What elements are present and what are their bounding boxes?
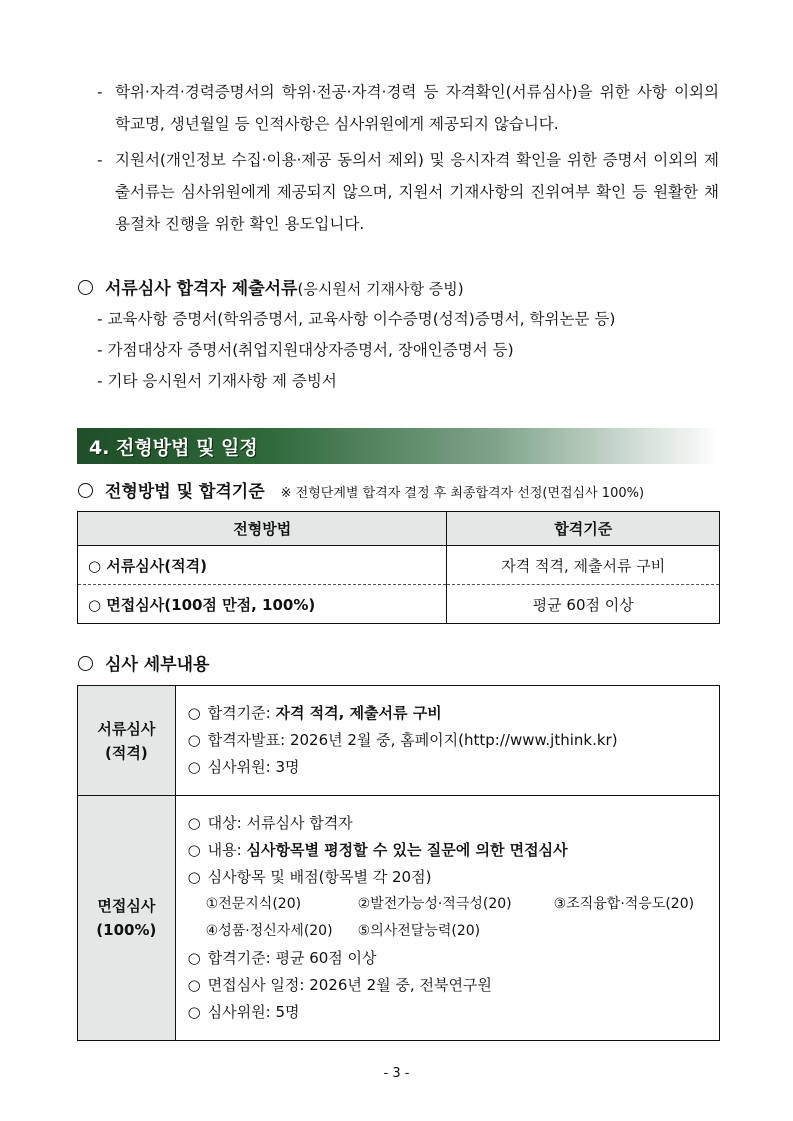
criteria-cell: 평균 60점 이상 [447, 585, 720, 624]
doc-review-body [175, 686, 719, 796]
scoring-items-row-1 [188, 891, 719, 918]
intro-item-2 [97, 144, 719, 240]
line-text: 대상: 서류심사 합격자 [207, 814, 353, 832]
scoring-item: ③조직융합·적응도(20) [553, 896, 695, 912]
interview-line [188, 864, 719, 891]
detail-section-title: 심사 세부내용 [105, 655, 210, 675]
doc-review-line [188, 700, 719, 727]
dash-marker: - [97, 151, 103, 169]
circle-bullet: ○ [187, 704, 201, 722]
interview-label-line2: (100%) [96, 921, 157, 939]
doc-review-line [188, 754, 719, 781]
scoring-item: ①전문지식(20) [205, 896, 302, 912]
method-table-header-criteria: 합격기준 [447, 512, 720, 546]
circle-bullet: ○ [187, 868, 201, 886]
interview-label [78, 796, 176, 1041]
line-text: 합격기준: 평균 60점 이상 [207, 949, 377, 967]
docs-section-title: 서류심사 합격자 제출서류 [105, 279, 298, 299]
circle-bullet: ○ [187, 949, 201, 967]
doc-review-label-line1: 서류심사 [97, 719, 156, 738]
interview-line [188, 810, 719, 837]
method-section-title: 전형방법 및 합격기준 [105, 482, 265, 502]
line-text: 면접심사 일정: 2026년 2월 중, 전북연구원 [207, 976, 492, 994]
interview-body [175, 796, 719, 1041]
doc-review-row [78, 686, 720, 796]
method-section-heading [78, 477, 644, 502]
line-text: 심사항목 및 배점(항목별 각 20점) [207, 868, 432, 886]
interview-label-line1: 면접심사 [97, 897, 156, 915]
method-table [77, 511, 720, 624]
line-value: 자격 적격, 제출서류 구비 [275, 704, 442, 722]
interview-line [188, 945, 719, 972]
method-section-note: ※ 전형단계별 합격자 결정 후 최종합격자 선정(면접심사 100%) [280, 486, 645, 501]
interview-row [78, 796, 720, 1041]
scoring-item: ④성품·정신자세(20) [205, 923, 333, 939]
intro-item-1 [97, 76, 719, 140]
line-text: 심사위원: 3명 [207, 758, 300, 776]
line-text: 합격자발표: 2026년 2월 중, 홈페이지(http://www.jthink.kr) [207, 731, 618, 749]
circle-bullet: ○ [187, 1003, 201, 1021]
detail-table [77, 685, 720, 1041]
criteria-cell: 자격 적격, 제출서류 구비 [447, 546, 720, 585]
doc-review-line [188, 727, 719, 754]
interview-line [188, 837, 719, 864]
section-4-title: 4. 전형방법 및 일정 [89, 437, 258, 459]
section-4-banner [77, 428, 719, 464]
circle-bullet: ○ [187, 814, 201, 832]
scoring-items-row-2 [188, 918, 719, 945]
docs-section-subtitle: (응시원서 기재사항 증빙) [297, 280, 464, 298]
interview-line [188, 999, 719, 1026]
method-table-header-method: 전형방법 [78, 512, 447, 546]
docs-item-2: - 가점대상자 증명서(취업지원대상자증명서, 장애인증명서 등) [97, 341, 514, 359]
page-number: - 3 - [383, 1066, 410, 1081]
circle-bullet-icon [78, 483, 93, 498]
circle-bullet: ○ [187, 976, 201, 994]
line-text: 심사위원: 5명 [207, 1003, 300, 1021]
intro-item-text: 지원서(개인정보 수집·이용·제공 동의서 제외) 및 응시자격 확인을 위한 증명서 이외의 제출서류는 심사위원에게 제공되지 않으며, 지원서 기재사항의 진위여부 확인 등 원활한 채용절차 진행을 위한 확인 용도입니다. [115, 151, 719, 233]
method-cell: ○ 면접심사(100점 만점, 100%) [78, 585, 447, 624]
circle-bullet: ○ [187, 731, 201, 749]
line-label: 내용: [207, 841, 247, 859]
detail-section-heading [78, 650, 209, 675]
table-row [78, 546, 720, 585]
dash-marker: - [97, 83, 103, 101]
method-cell: ○ 서류심사(적격) [78, 546, 447, 585]
scoring-item: ②발전가능성·적극성(20) [357, 896, 512, 912]
docs-item-1: - 교육사항 증명서(학위증명서, 교육사항 이수증명(성적)증명서, 학위논문 등) [97, 310, 616, 328]
line-value: 심사항목별 평정할 수 있는 질문에 의한 면접심사 [246, 841, 568, 859]
interview-line [188, 972, 719, 999]
line-label: 합격기준: [207, 704, 276, 722]
table-row [78, 585, 720, 624]
doc-review-label [78, 686, 176, 796]
circle-bullet: ○ [187, 841, 201, 859]
scoring-item: ⑤의사전달능력(20) [357, 923, 481, 939]
circle-bullet-icon [78, 656, 93, 671]
doc-review-label-line2: (적격) [104, 743, 148, 762]
circle-bullet: ○ [187, 758, 201, 776]
circle-bullet-icon [78, 280, 93, 295]
intro-item-text: 학위·자격·경력증명서의 학위·전공·자격·경력 등 자격확인(서류심사)을 위한 사항 이외의 학교명, 생년월일 등 인적사항은 심사위원에게 제공되지 않습니다. [115, 83, 719, 133]
docs-item-3: - 기타 응시원서 기재사항 제 증빙서 [97, 372, 337, 390]
docs-section-heading [78, 274, 464, 299]
